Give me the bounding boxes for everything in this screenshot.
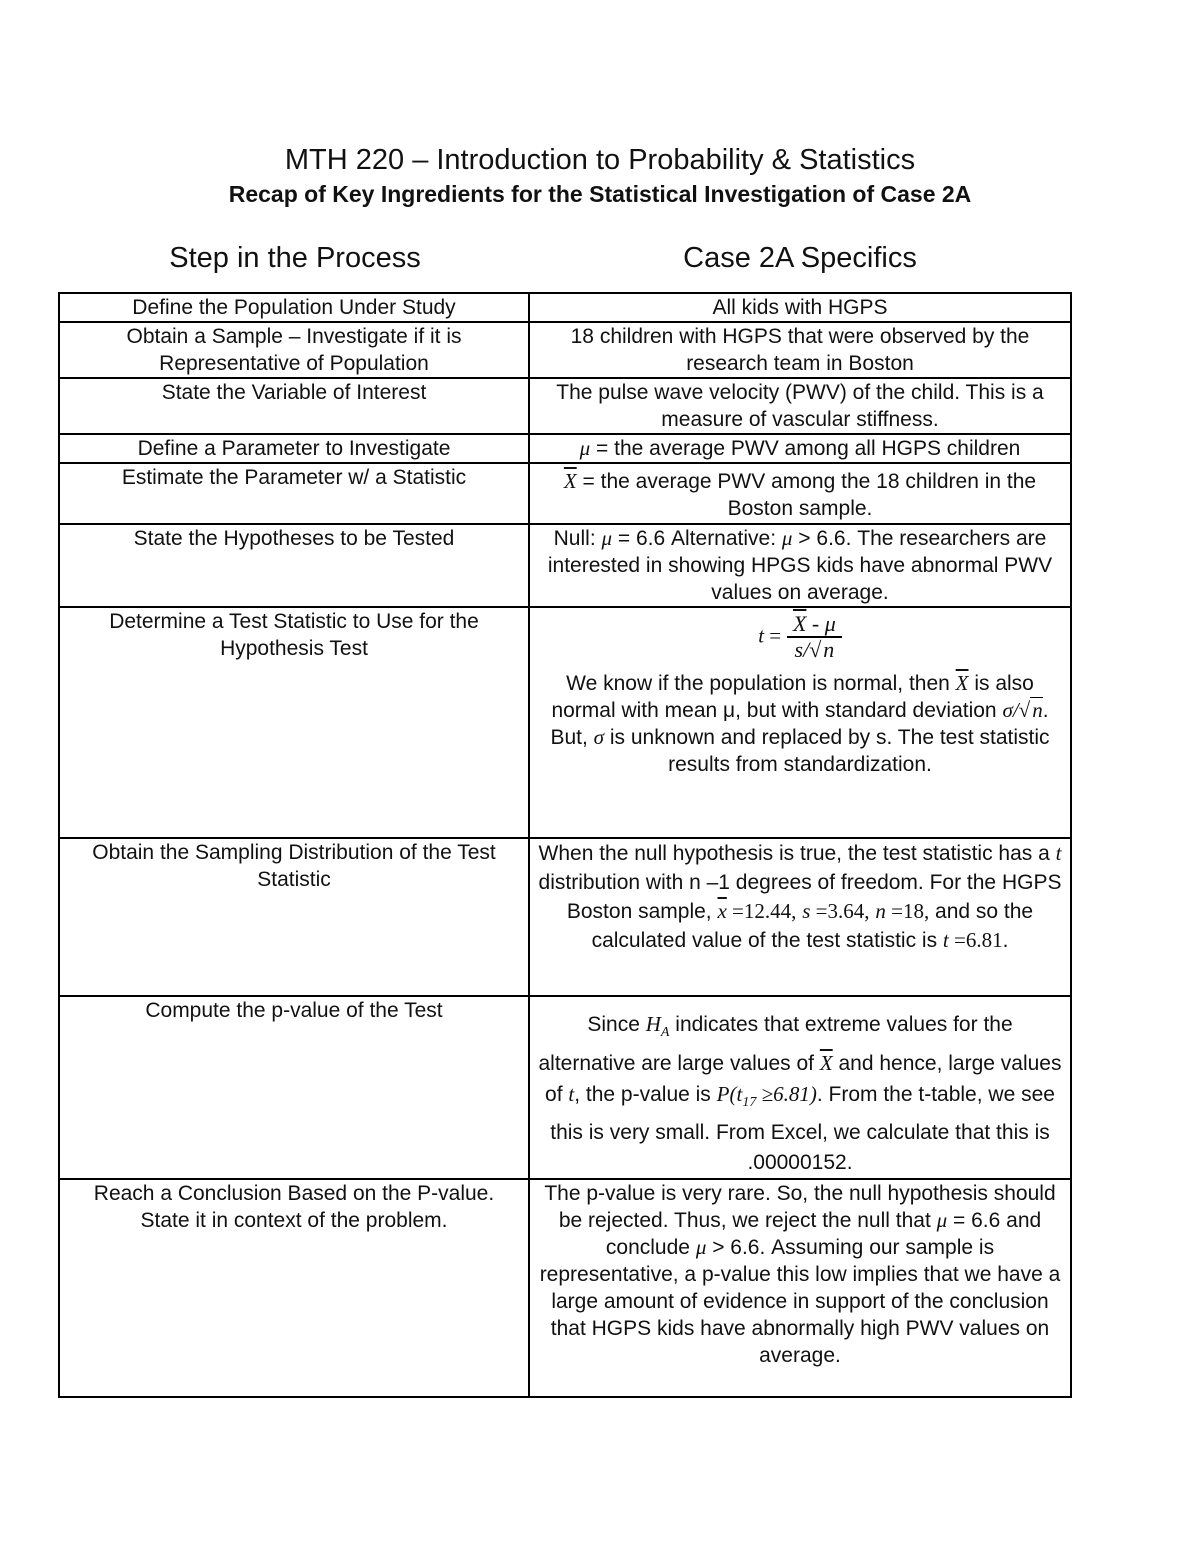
spec-cell (529, 996, 1071, 1179)
spec-text: and so the calculated value of the test statistic is (591, 900, 1034, 952)
spec-cell (529, 524, 1071, 607)
xbar-symbol: $\overline{X}$ (563, 469, 577, 493)
t-symbol: t (736, 1082, 743, 1107)
spec-text: and hence, large values of (545, 1052, 1062, 1107)
fraction-numerator (787, 612, 842, 638)
table-row (59, 1179, 1071, 1397)
table-row (59, 607, 1071, 838)
equals-sign: = (948, 928, 966, 952)
xbar-value: 12.44, (743, 899, 797, 923)
a-subscript: A (660, 1025, 670, 1041)
spec-text: = 6.6 Alternative: (612, 527, 782, 550)
step-cell: Estimate the Parameter w/ a Statistic (59, 463, 529, 524)
t-symbol: t (942, 928, 949, 952)
step-cell: Obtain the Sampling Distribution of the Test Statistic (59, 838, 529, 996)
spec-text: Since (587, 1013, 646, 1036)
table-row (59, 434, 1071, 463)
step-cell: Define the Population Under Study (59, 293, 529, 322)
fraction (787, 612, 842, 662)
ha-symbol (645, 1012, 670, 1041)
table-row (59, 463, 1071, 524)
spec-text: > 6.6. The researchers are interested in showing HPGS kids have abnormal PWV values on average. (547, 527, 1053, 604)
spec-text: > 6.6. Assuming our sample is representative, a p-value this low implies that we have a large amount of evidence in support of the conclusion that HGPS kids have abnormally high PWV values on average. (539, 1236, 1061, 1368)
spec-cell (529, 434, 1071, 463)
table-row (59, 524, 1071, 607)
mu-symbol: μ (936, 1208, 948, 1233)
table-row (59, 996, 1071, 1179)
ge-value: ≥6.81 (756, 1082, 810, 1107)
spec-cell (529, 463, 1071, 524)
equals-sign: = (885, 899, 903, 923)
spec-cell: All kids with HGPS (529, 293, 1071, 322)
spec-text: Null: (553, 527, 602, 550)
spec-text: is unknown and replaced by s. The test statistic results from standardization. (604, 726, 1050, 776)
s-symbol: s (794, 637, 804, 662)
mu-symbol: μ (579, 436, 591, 460)
h-symbol: H (645, 1012, 661, 1036)
spec-text: We know if the population is normal, then (566, 672, 956, 695)
equals-sign: = (764, 623, 782, 648)
p-symbol: P (716, 1082, 730, 1107)
column-header-step: Step in the Process (169, 242, 421, 274)
slash: / (803, 637, 810, 662)
p-expression (716, 1082, 817, 1111)
fraction-denominator (789, 638, 841, 662)
step-cell: Define a Parameter to Investigate (59, 434, 529, 463)
minus-sign: - (806, 611, 825, 636)
spec-cell (529, 607, 1071, 838)
spec-text: When the null hypothesis is true, the test statistic has a (538, 842, 1056, 865)
table-row (59, 838, 1071, 996)
n-symbol: n (823, 637, 835, 662)
right-paren: ) (809, 1082, 817, 1107)
spec-cell (529, 1179, 1071, 1397)
spec-text: = 6.6 and conclude (605, 1209, 1042, 1260)
xbar-symbol: $\overline{X}$ (792, 611, 807, 636)
t-symbol: t (1055, 841, 1062, 865)
spec-text: is also normal with mean μ, but with standard deviation (551, 672, 1034, 722)
spec-text: indicates that extreme values for the alternative are large values of (538, 1013, 1013, 1076)
spec-text: . From the t-table, we see this is very small. From Excel, we calculate that this is .00000152. (550, 1083, 1055, 1175)
t-symbol: t (568, 1082, 575, 1107)
n-value: 18, (902, 899, 930, 923)
step-cell: Obtain a Sample – Investigate if it is Representative of Population (59, 322, 529, 378)
t-formula (538, 612, 1062, 662)
sqrt-icon: √ (1018, 698, 1031, 722)
sigma-symbol: σ (593, 725, 605, 749)
spec-text: , the p-value is (574, 1083, 717, 1107)
period: . (1002, 929, 1009, 952)
step-cell: Reach a Conclusion Based on the P-value. State it in context of the problem. (59, 1179, 529, 1397)
step-cell: State the Hypotheses to be Tested (59, 524, 529, 607)
t-value: 6.81 (965, 928, 1003, 952)
spec-cell (529, 838, 1071, 996)
n-symbol: n (1032, 698, 1043, 722)
s-value: 3.64, (827, 899, 870, 923)
equals-sign: = (726, 899, 744, 923)
slash: / (1012, 698, 1019, 722)
recap-table (58, 292, 1072, 1398)
spec-cell: The pulse wave velocity (PWV) of the child. This is a measure of vascular stiffness. (529, 378, 1071, 434)
xbar-symbol: $\overline{X}$ (955, 671, 969, 695)
n-symbol: n (875, 899, 886, 923)
left-paren: ( (729, 1082, 737, 1107)
mu-symbol: μ (601, 526, 613, 550)
table-row (59, 378, 1071, 434)
spec-text: = the average PWV among the 18 children in the Boston sample. (576, 470, 1037, 520)
spec-text: . But, (550, 699, 1049, 749)
table-row (59, 322, 1071, 378)
xbar-symbol: $\overline{X}$ (819, 1051, 833, 1076)
mu-symbol: μ (781, 526, 793, 550)
page-title: MTH 220 – Introduction to Probability & Statistics (284, 144, 916, 176)
spec-text: The p-value is very rare. So, the null hypothesis should be rejected. Thus, we reject the null that (544, 1182, 1056, 1233)
spec-text: = the average PWV among all HGPS children (590, 437, 1021, 460)
equals-sign: = (810, 899, 828, 923)
mu-symbol: μ (824, 611, 836, 636)
page-subtitle: Recap of Key Ingredients for the Statistical Investigation of Case 2A (228, 181, 972, 207)
spec-text: distribution with n –1 degrees of freedom. For the HGPS Boston sample, (538, 871, 1062, 923)
table-row (59, 293, 1071, 322)
step-cell: Determine a Test Statistic to Use for the Hypothesis Test (59, 607, 529, 838)
sigma-symbol: σ (1002, 698, 1013, 722)
column-header-specifics: Case 2A Specifics (683, 242, 917, 274)
sqrt-icon: √ (809, 637, 822, 662)
mu-symbol: μ (695, 1235, 707, 1260)
t-symbol: t (758, 623, 765, 648)
step-cell: State the Variable of Interest (59, 378, 529, 434)
spec-cell: 18 children with HGPS that were observed by the research team in Boston (529, 322, 1071, 378)
xbar-symbol: $\overline{x}$ (717, 899, 727, 923)
sigma-over-sqrt-n (1002, 697, 1042, 722)
df-subscript: 17 (742, 1095, 757, 1111)
step-cell: Compute the p-value of the Test (59, 996, 529, 1179)
s-symbol: s (802, 899, 811, 923)
